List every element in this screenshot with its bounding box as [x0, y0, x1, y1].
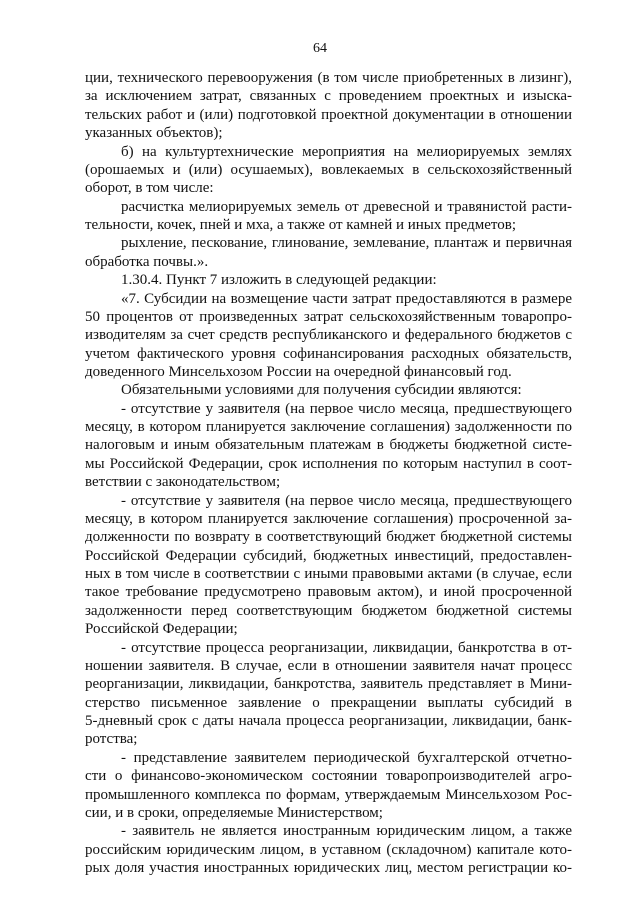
text-line: рых доля участия иностранных юридических лиц, местом регистрации ко-: [85, 860, 572, 876]
text-line: 1.30.4. Пункт 7 изложить в следующей редакции:: [121, 272, 437, 289]
text-line: ветствии с законодательством;: [85, 474, 281, 491]
text-line: «7. Субсидии на возмещение части затрат предоставляются в размере: [121, 290, 572, 307]
text-line: (орошаемых и (или) осушаемых), вовлекаемых в сельскохозяйственный: [85, 161, 572, 178]
text-line: стерство письменное заявление о прекращении выплаты субсидий в: [85, 694, 572, 711]
text-line: доведенного Минсельхозом России на очередной финансовый год.: [85, 364, 512, 380]
text-line: - отсутствие процесса реорганизации, ликвидации, банкротства в от-: [121, 639, 572, 656]
text-line: месяцу, в котором планируется заключение соглашения) задолженности по: [85, 419, 572, 436]
text-line: - отсутствие у заявителя (на первое число месяца, предшествующего: [121, 492, 572, 509]
text-line: изводителям за счет средств республиканского и федерального бюджетов с: [85, 327, 572, 344]
text-line: тельских работ и (или) подготовкой проектной документации в отношении: [85, 106, 572, 123]
text-line: ции, технического перевооружения (в том числе приобретенных в лизинг),: [85, 70, 572, 86]
text-line: Российской Федерации субсидий, бюджетных инвестиций, предоставлен-: [85, 547, 572, 564]
text-line: - отсутствие у заявителя (на первое число месяца, предшествующего: [121, 400, 572, 417]
text-line: Обязательными условиями для получения субсидии являются:: [121, 382, 522, 399]
text-line: указанных объектов);: [85, 125, 223, 142]
text-line: за исключением затрат, связанных с проведением проектных и изыска-: [85, 88, 572, 105]
text-line: ных в том числе в соответствии с иными правовыми актами (в случае, если: [85, 566, 572, 582]
text-line: оборот, в том числе:: [85, 180, 214, 197]
text-line: ротства;: [85, 731, 138, 748]
text-line: 5-дневный срок с даты начала процесса реорганизации, ликвидации, банк-: [85, 713, 572, 729]
text-line: месяцу, в котором планируется заключение соглашения) просроченной за-: [85, 510, 572, 527]
text-line: российским юридическим лицом, в уставном (складочном) капитале кото-: [85, 841, 572, 858]
text-line: - заявитель не является иностранным юридическим лицом, а также: [121, 823, 572, 840]
text-line: - представление заявителем периодической бухгалтерской отчетно-: [121, 749, 572, 766]
text-line: обработка почвы.».: [85, 253, 209, 270]
page-number: 64: [313, 41, 327, 56]
text-line: 50 процентов от произведенных затрат сельскохозяйственным товаропро-: [85, 308, 572, 325]
text-line: мы Российской Федерации, срок исполнения по которым наступил в соот-: [85, 455, 572, 472]
text-line: реорганизации, ликвидации, банкротства, заявитель представляет в Мини-: [85, 676, 572, 693]
text-line: тельности, кочек, пней и мха, а также от камней и иных предметов;: [85, 217, 517, 233]
text-line: задолженности перед соответствующим бюджетом бюджетной системы: [85, 602, 572, 619]
text-line: б) на культуртехнические мероприятия на мелиорируемых землях: [121, 143, 572, 160]
text-line: расчистка мелиорируемых земель от древесной и травянистой расти-: [121, 198, 572, 215]
text-line: рыхление, пескование, глинование, землевание, плантаж и первичная: [121, 235, 572, 252]
text-line: ношении заявителя. В случае, если в отношении заявителя начат процесс: [85, 657, 572, 674]
text-line: налоговым и иным обязательным платежам в бюджеты бюджетной систе-: [85, 437, 572, 454]
text-line: такое требование предусмотрено правовым актом), и иной просроченной: [85, 584, 572, 601]
text-line: сии, и в сроки, определяемые Министерством;: [85, 804, 383, 821]
text-line: промышленного комплекса по формам, утверждаемым Минсельхозом Рос-: [85, 786, 572, 803]
text-line: учетом фактического уровня софинансирования расходных обязательств,: [85, 345, 572, 362]
text-line: долженности по возврату в соответствующий бюджет бюджетной системы: [85, 529, 572, 546]
text-line: Российской Федерации;: [85, 621, 238, 638]
text-line: сти о финансово-экономическом состоянии товаропроизводителей агро-: [85, 768, 572, 785]
